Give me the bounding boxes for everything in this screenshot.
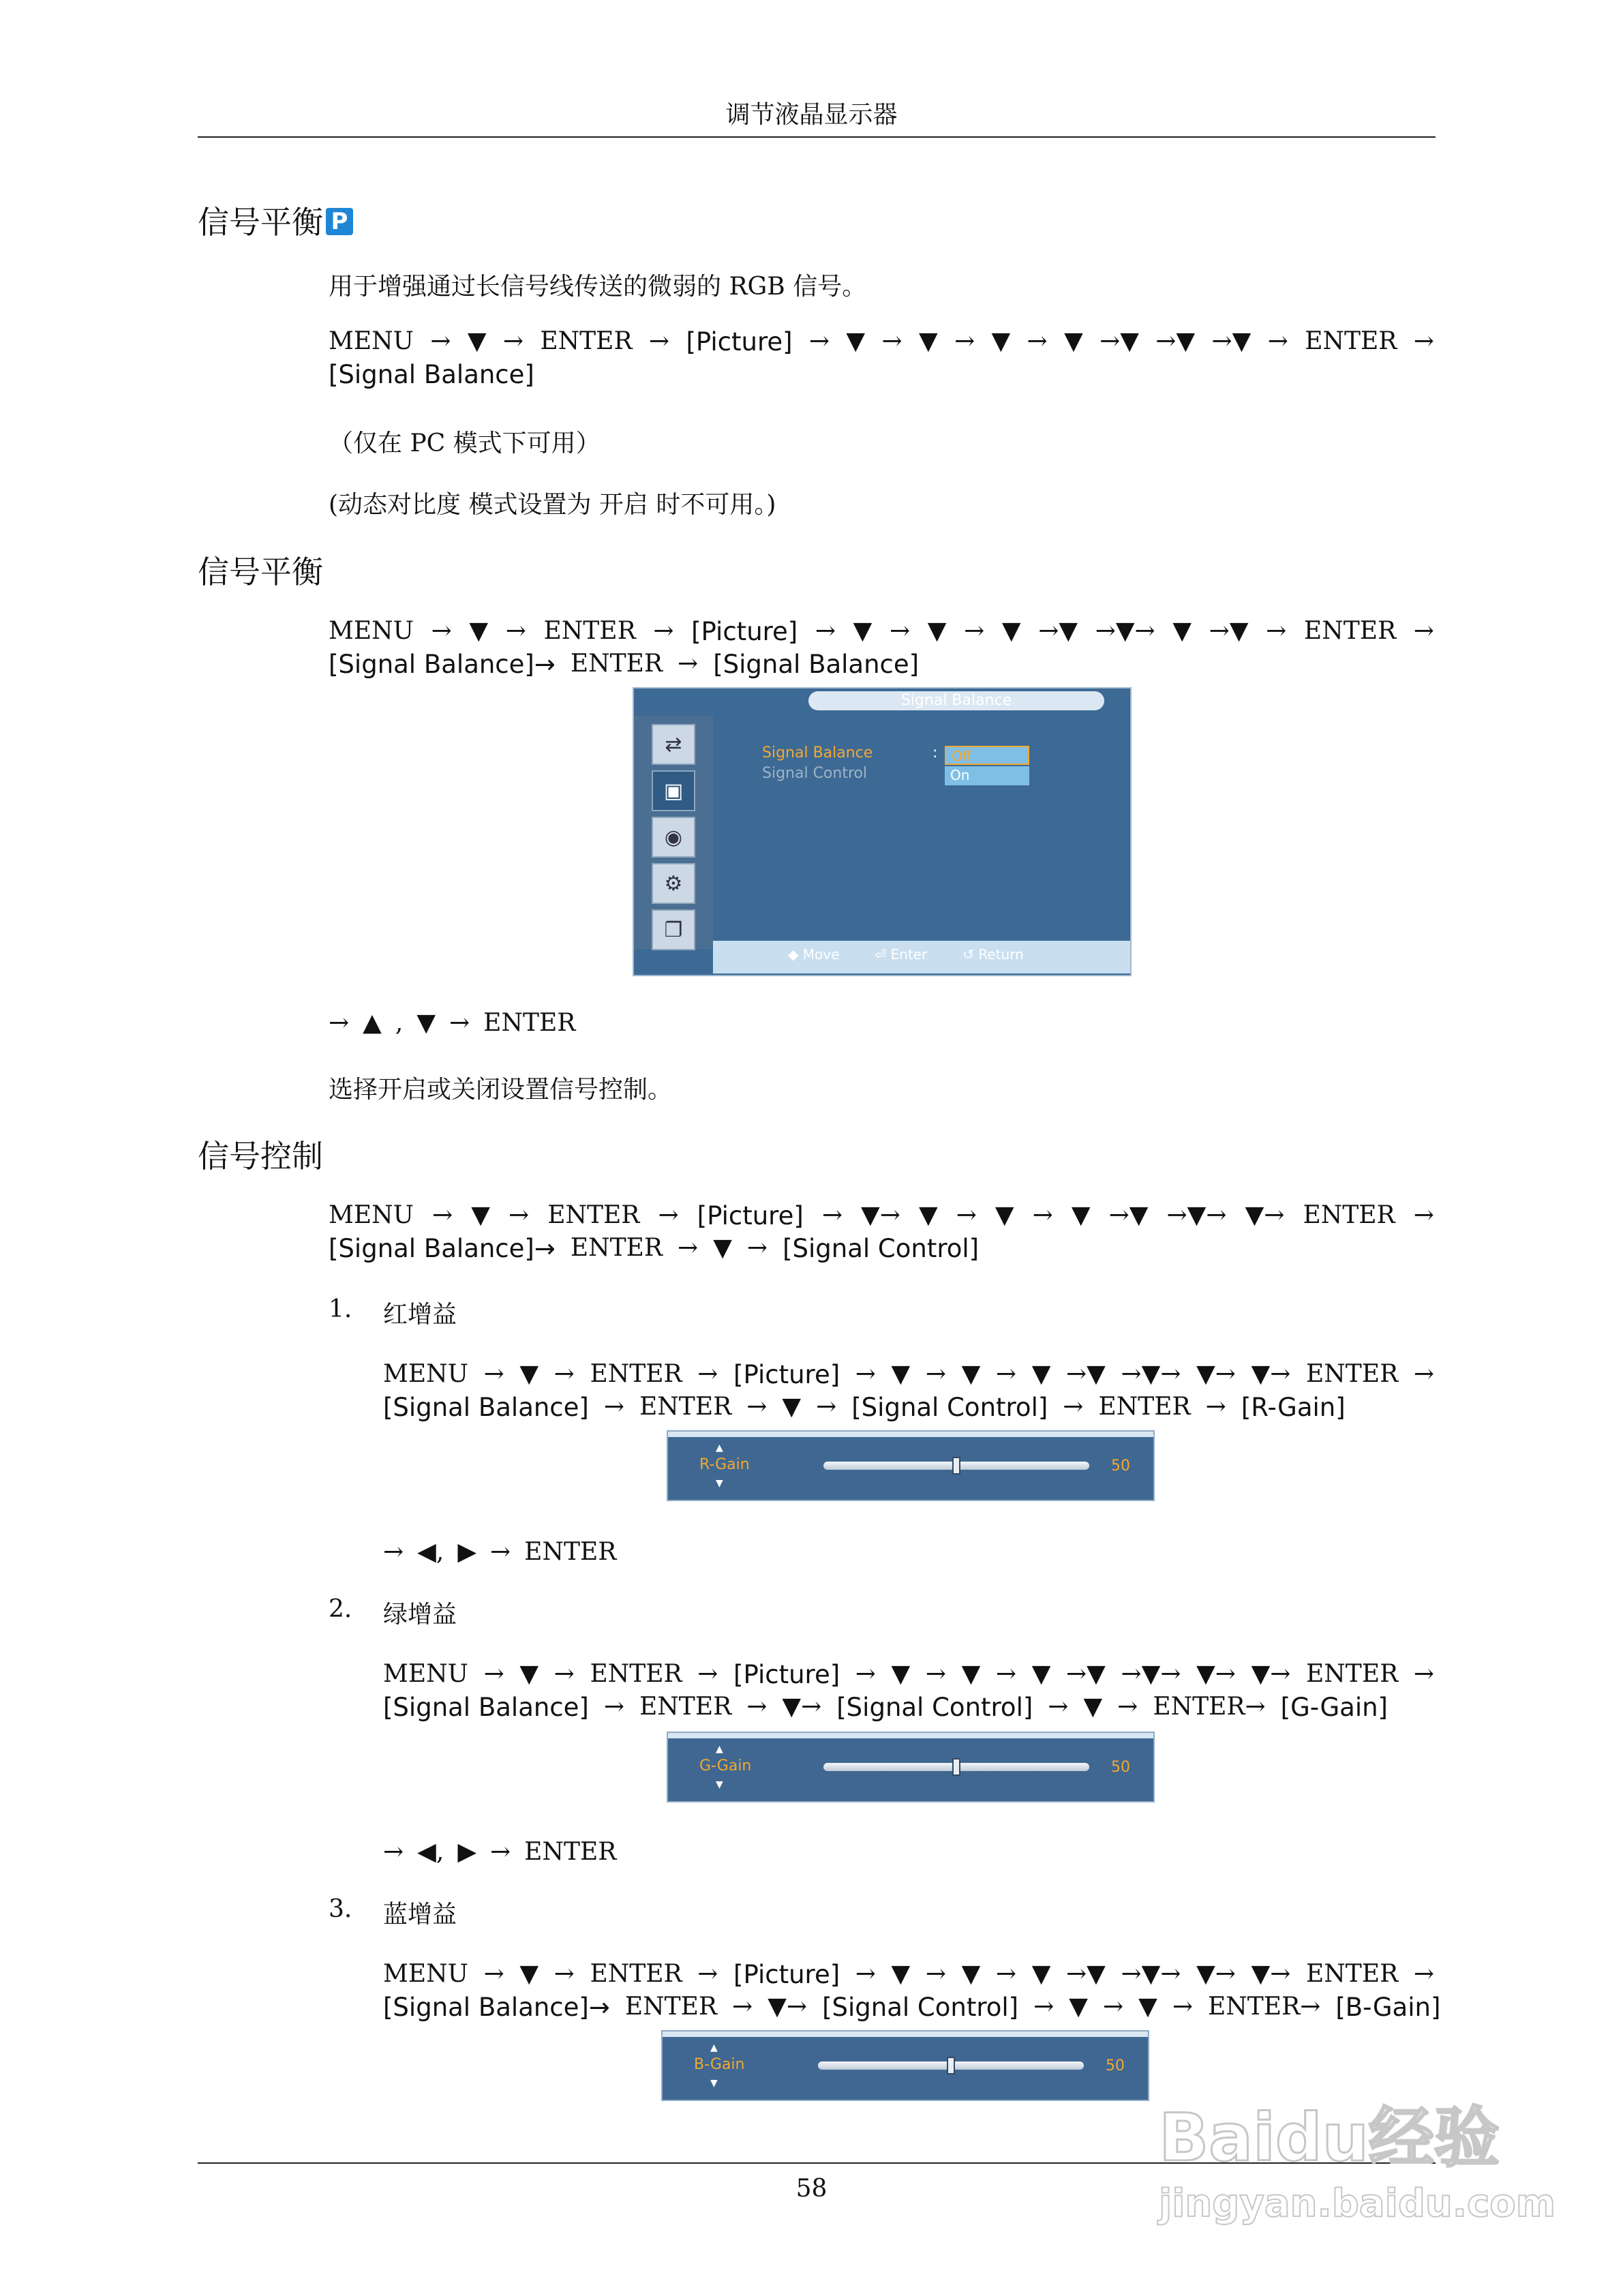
key-token: ENTER	[1303, 1201, 1395, 1229]
key-token: ▲	[363, 1009, 382, 1037]
key-token: →	[954, 327, 975, 355]
key-token: →	[821, 1201, 843, 1229]
key-token: MENU	[329, 617, 414, 645]
key-token: →▼	[1038, 617, 1078, 645]
gain-label: R-Gain	[699, 1456, 750, 1473]
key-token: ▼	[713, 1234, 732, 1262]
key-token: ENTER	[547, 1201, 640, 1229]
key-token: MENU	[383, 1960, 468, 1988]
key-token: →	[1413, 617, 1434, 645]
menu-path-item: [Signal Balance]→	[383, 1993, 610, 2022]
pc-mode-icon: P	[326, 208, 353, 235]
key-token: ENTER	[540, 327, 633, 355]
nav-sequence-line2	[383, 1393, 1346, 1422]
key-token: →	[678, 1234, 699, 1262]
menu-path-item: [Signal Balance]	[383, 1693, 589, 1722]
key-token: ▼	[471, 1201, 490, 1229]
step-number: 1.	[329, 1295, 352, 1323]
key-token: →	[508, 1201, 530, 1229]
gain-slider-handle[interactable]	[947, 2057, 955, 2074]
osd-navigation-hint	[383, 1538, 616, 1566]
key-token: →	[816, 1393, 837, 1421]
key-token: ENTER	[1305, 327, 1397, 355]
key-token: →▼	[1099, 327, 1139, 355]
key-token: →	[383, 1538, 404, 1566]
sound-icon[interactable]: ◉	[652, 817, 695, 858]
key-token: →▼→	[1121, 1360, 1181, 1388]
key-token: ▼→	[1251, 1660, 1291, 1688]
key-token: ENTER	[483, 1009, 576, 1037]
key-token: →	[815, 617, 836, 645]
multi-control-icon[interactable]: ❐	[652, 909, 695, 950]
gain-value: 50	[1106, 2057, 1125, 2074]
step-title: 红增益	[383, 1301, 457, 1329]
key-token: →	[1266, 617, 1287, 645]
key-token: →	[449, 1009, 470, 1037]
menu-path-item: [Signal Balance]→	[329, 1234, 556, 1263]
setup-icon[interactable]: ⚙	[652, 863, 695, 904]
osd-item-signal-control[interactable]: Signal Control	[762, 765, 868, 782]
key-token: ▼	[1071, 1201, 1091, 1229]
key-token: →	[1267, 327, 1288, 355]
menu-path-item: [Picture]	[733, 1660, 840, 1689]
nav-sequence-line1	[383, 1660, 1434, 1689]
section-heading-signal-balance-2: 信号平衡	[198, 554, 323, 590]
key-token: ▼	[961, 1660, 981, 1688]
key-token: →▼→	[1121, 1960, 1181, 1988]
menu-path-item: [Signal Balance]	[383, 1393, 589, 1422]
key-token: ENTER	[1306, 1660, 1399, 1688]
key-token: →	[697, 1360, 718, 1388]
menu-path-item: [Picture]	[686, 327, 793, 357]
key-token: ▼→	[1196, 1960, 1236, 1988]
key-token: →	[1413, 1201, 1434, 1229]
key-token: →▼→	[1121, 1660, 1181, 1688]
nav-sequence-line1	[383, 1960, 1434, 1989]
key-token: →	[483, 1360, 504, 1388]
key-token: →	[1413, 1660, 1434, 1688]
key-token: ▼	[469, 617, 489, 645]
gain-slider-handle[interactable]	[952, 1457, 960, 1475]
step-number: 3.	[329, 1895, 352, 1923]
key-token: →	[483, 1960, 504, 1988]
key-token: →▼	[1066, 1960, 1106, 1988]
key-token: →▼	[1211, 327, 1252, 355]
key-token: →	[603, 1693, 625, 1721]
key-token: ▼	[891, 1660, 911, 1688]
key-token: ▼	[1138, 1993, 1157, 2021]
key-token: →	[490, 1538, 511, 1566]
key-token: ENTER	[1098, 1393, 1191, 1421]
key-token: →	[1205, 1393, 1226, 1421]
key-token: →▼	[1066, 1360, 1106, 1388]
key-token: →	[1413, 1360, 1434, 1388]
key-token: →	[956, 1201, 977, 1229]
gain-slider-handle[interactable]	[952, 1758, 960, 1776]
key-token: →	[995, 1360, 1017, 1388]
key-token: ENTER	[1303, 617, 1397, 645]
input-icon[interactable]: ⇄	[652, 724, 695, 765]
osd-navigation-hint	[329, 1009, 575, 1037]
menu-path-item: [Signal Control]	[836, 1693, 1033, 1722]
step-title: 绿增益	[383, 1601, 457, 1629]
osd-footer	[713, 941, 1130, 973]
key-token: ▼	[891, 1960, 911, 1988]
gain-slider-panel[interactable]	[667, 1430, 1155, 1501]
key-token: →	[678, 650, 699, 678]
key-token: ▼	[782, 1393, 802, 1421]
osd-option-off[interactable]: Off	[945, 746, 1029, 765]
key-token: →	[1413, 1960, 1434, 1988]
key-token: ,	[395, 1009, 404, 1037]
key-token: ▼	[1069, 1993, 1088, 2021]
key-token: ▼	[991, 327, 1011, 355]
page-number: 58	[795, 2175, 828, 2203]
section-heading-signal-control: 信号控制	[198, 1138, 323, 1175]
key-token: ▼	[1031, 1960, 1051, 1988]
baidu-watermark-logo: Baidu经验	[1159, 2100, 1500, 2176]
down-arrow-icon: ▼	[716, 1779, 723, 1790]
key-token: ENTER	[590, 1960, 682, 1988]
key-token: →	[889, 617, 911, 645]
menu-path-item: [Signal Control]	[822, 1993, 1019, 2022]
key-token: ▼	[1001, 617, 1021, 645]
nav-sequence-line1	[329, 617, 1434, 646]
key-token: ENTER	[624, 1993, 718, 2021]
key-token: →	[746, 1693, 768, 1721]
menu-path-item: [Signal Balance]→	[329, 650, 556, 679]
panel-top-strip	[668, 1432, 1153, 1437]
key-token: →	[995, 1960, 1017, 1988]
gain-slider-panel[interactable]	[661, 2030, 1149, 2101]
key-token: →	[925, 1360, 947, 1388]
menu-path-item: [B-Gain]	[1335, 1993, 1441, 2022]
key-token: ◀,	[417, 1538, 444, 1566]
key-token: →	[430, 327, 451, 355]
section-description: 用于增强通过长信号线传送的微弱的 RGB 信号。	[329, 273, 867, 301]
key-token: MENU	[383, 1660, 468, 1688]
key-token: ▼→	[1196, 1360, 1236, 1388]
nav-sequence-line2	[383, 1693, 1388, 1722]
menu-path-item: [Picture]	[733, 1360, 840, 1389]
osd-option-on[interactable]: On	[945, 766, 1029, 785]
key-token: ▼	[519, 1660, 539, 1688]
key-token: →	[658, 1201, 679, 1229]
dynamic-contrast-note: (动态对比度 模式设置为 开启 时不可用。)	[329, 491, 776, 519]
gain-label: B-Gain	[694, 2056, 745, 2073]
key-token: ▼→	[1196, 1660, 1236, 1688]
panel-top-strip	[668, 1733, 1153, 1738]
nav-sequence-line1	[329, 327, 1434, 357]
key-token: →	[964, 617, 985, 645]
menu-path-item: [Picture]	[697, 1201, 804, 1230]
up-arrow-icon: ▲	[716, 1442, 723, 1453]
key-token: ▼	[918, 1201, 938, 1229]
nav-sequence-line2	[329, 650, 919, 679]
key-token: →	[697, 1960, 718, 1988]
key-token: ▼→	[861, 1201, 900, 1229]
section-description: 选择开启或关闭设置信号控制。	[329, 1076, 673, 1104]
key-token: ENTER	[543, 617, 636, 645]
key-token: →	[502, 327, 524, 355]
key-token: →▼	[1155, 327, 1196, 355]
key-token: ENTER	[1306, 1360, 1399, 1388]
key-token: ▼	[891, 1360, 911, 1388]
key-token: ENTER→	[1153, 1693, 1266, 1721]
osd-return-hint: ↺ Return	[962, 946, 1024, 963]
move-label: Move	[802, 946, 840, 963]
key-token: →	[1033, 1993, 1055, 2021]
key-token: ▼→	[768, 1993, 808, 2021]
key-token: ▼	[1083, 1693, 1103, 1721]
key-token: →	[1032, 1201, 1053, 1229]
key-token: ▼	[1172, 617, 1192, 645]
key-token: →	[925, 1660, 947, 1688]
key-token: →	[995, 1660, 1017, 1688]
key-token: ▼	[961, 1960, 981, 1988]
key-token: MENU	[383, 1360, 468, 1388]
key-token: ▶	[457, 1838, 476, 1866]
key-token: →	[1102, 1993, 1124, 2021]
key-token: ▼→	[1251, 1960, 1291, 1988]
key-token: ▼	[1064, 327, 1083, 355]
key-token: →	[1172, 1993, 1194, 2021]
gain-slider-panel[interactable]	[667, 1732, 1155, 1802]
key-token: →	[1027, 327, 1048, 355]
key-token: ENTER	[570, 1234, 663, 1262]
key-token: →	[855, 1360, 876, 1388]
key-token: ENTER	[524, 1538, 617, 1566]
key-token: →	[553, 1960, 575, 1988]
nav-sequence-line1	[329, 1201, 1434, 1230]
enter-label: Enter	[890, 946, 928, 963]
osd-colon: :	[932, 744, 938, 761]
up-arrow-icon: ▲	[716, 1744, 723, 1755]
osd-move-hint: ◆ Move	[788, 946, 840, 963]
key-token: ENTER	[590, 1660, 682, 1688]
key-token: →	[1063, 1393, 1084, 1421]
key-token: ▼	[927, 617, 947, 645]
key-token: →	[925, 1960, 947, 1988]
nav-sequence-line2	[329, 1234, 979, 1263]
menu-path-item: [Signal Balance]	[713, 650, 920, 679]
key-token: ▼	[918, 327, 938, 355]
key-token: →	[553, 1360, 575, 1388]
return-label: Return	[978, 946, 1024, 963]
section-heading-signal-balance	[198, 198, 353, 243]
key-token: ▼	[416, 1009, 436, 1037]
menu-path-item: [G-Gain]	[1280, 1693, 1388, 1722]
pc-mode-note: （仅在 PC 模式下可用）	[329, 429, 601, 457]
key-token: →	[432, 1201, 453, 1229]
key-token: →▼	[1108, 1201, 1149, 1229]
key-token: ENTER	[639, 1693, 732, 1721]
menu-path-item: [Picture]	[691, 617, 798, 646]
running-header: 调节液晶显示器	[725, 101, 898, 129]
key-token: →	[505, 617, 526, 645]
key-token: →	[603, 1393, 625, 1421]
key-token: MENU	[329, 1201, 414, 1229]
menu-path-item: [R-Gain]	[1241, 1393, 1346, 1422]
key-token: →	[483, 1660, 504, 1688]
key-token: ▼→	[1245, 1201, 1285, 1229]
key-token: →	[553, 1660, 575, 1688]
key-token: ENTER	[590, 1360, 682, 1388]
key-token: →	[653, 617, 674, 645]
key-token: →	[881, 327, 902, 355]
menu-path-item: [Signal Control]	[851, 1393, 1048, 1422]
key-token: →	[490, 1838, 511, 1866]
nav-sequence-line2: [Signal Balance]	[329, 360, 534, 389]
key-token: ▼	[995, 1201, 1014, 1229]
nav-sequence-line2	[383, 1993, 1440, 2022]
key-token: ▶	[457, 1538, 476, 1566]
key-token: →	[648, 327, 670, 355]
key-token: →	[808, 327, 830, 355]
key-token: →	[383, 1838, 404, 1866]
key-token: →	[855, 1960, 876, 1988]
key-token: ▼→	[1251, 1360, 1291, 1388]
picture-icon[interactable]: ▣	[652, 770, 695, 811]
key-token: →▼→	[1095, 617, 1155, 645]
key-token: →	[431, 617, 452, 645]
nav-sequence-line1	[383, 1360, 1434, 1389]
key-token: →	[732, 1993, 753, 2021]
header-rule	[198, 136, 1436, 138]
key-token: ENTER	[639, 1393, 732, 1421]
key-token: ▼→	[782, 1693, 822, 1721]
key-token: →▼→	[1166, 1201, 1227, 1229]
gain-value: 50	[1111, 1457, 1130, 1475]
key-token: ENTER→	[1208, 1993, 1321, 2021]
key-token: ▼	[519, 1960, 539, 1988]
panel-top-strip	[663, 2031, 1148, 2037]
key-token: MENU	[329, 327, 414, 355]
key-token: →	[746, 1393, 768, 1421]
key-token: ENTER	[524, 1838, 617, 1866]
key-token: →	[1048, 1693, 1069, 1721]
key-token: ▼	[1031, 1360, 1051, 1388]
osd-item-signal-balance[interactable]: Signal Balance	[762, 744, 873, 761]
step-number: 2.	[329, 1595, 352, 1623]
key-token: ▼	[846, 327, 866, 355]
menu-path-item: [Picture]	[733, 1960, 840, 1989]
heading-text: 信号平衡	[198, 204, 323, 241]
key-token: ENTER	[1306, 1960, 1399, 1988]
down-arrow-icon: ▼	[710, 2078, 718, 2089]
key-token: →	[329, 1009, 350, 1037]
key-token: →▼	[1209, 617, 1249, 645]
key-token: ▼	[1031, 1660, 1051, 1688]
key-token: ▼	[853, 617, 873, 645]
osd-enter-hint: ⏎ Enter	[875, 946, 928, 963]
down-arrow-icon: ▼	[716, 1478, 723, 1489]
key-token: ◀,	[417, 1838, 444, 1866]
gain-label: G-Gain	[699, 1757, 752, 1774]
step-title: 蓝增益	[383, 1901, 457, 1929]
key-token: →	[855, 1660, 876, 1688]
osd-title: Signal Balance	[808, 691, 1104, 710]
gain-value: 50	[1111, 1759, 1130, 1776]
menu-path-item: [Signal Control]	[783, 1234, 980, 1263]
key-token: →	[1413, 327, 1434, 355]
baidu-watermark-url: jingyan.baidu.com	[1159, 2181, 1556, 2226]
key-token: ▼	[961, 1360, 981, 1388]
key-token: ENTER	[570, 650, 663, 678]
key-token: ▼	[519, 1360, 539, 1388]
key-token: →	[1117, 1693, 1138, 1721]
key-token: →▼	[1066, 1660, 1106, 1688]
up-arrow-icon: ▲	[710, 2042, 718, 2053]
key-token: →	[746, 1234, 768, 1262]
osd-signal-balance-menu	[633, 687, 1132, 976]
osd-sidebar	[634, 716, 713, 949]
osd-navigation-hint	[383, 1838, 616, 1866]
key-token: ▼	[467, 327, 487, 355]
key-token: →	[697, 1660, 718, 1688]
